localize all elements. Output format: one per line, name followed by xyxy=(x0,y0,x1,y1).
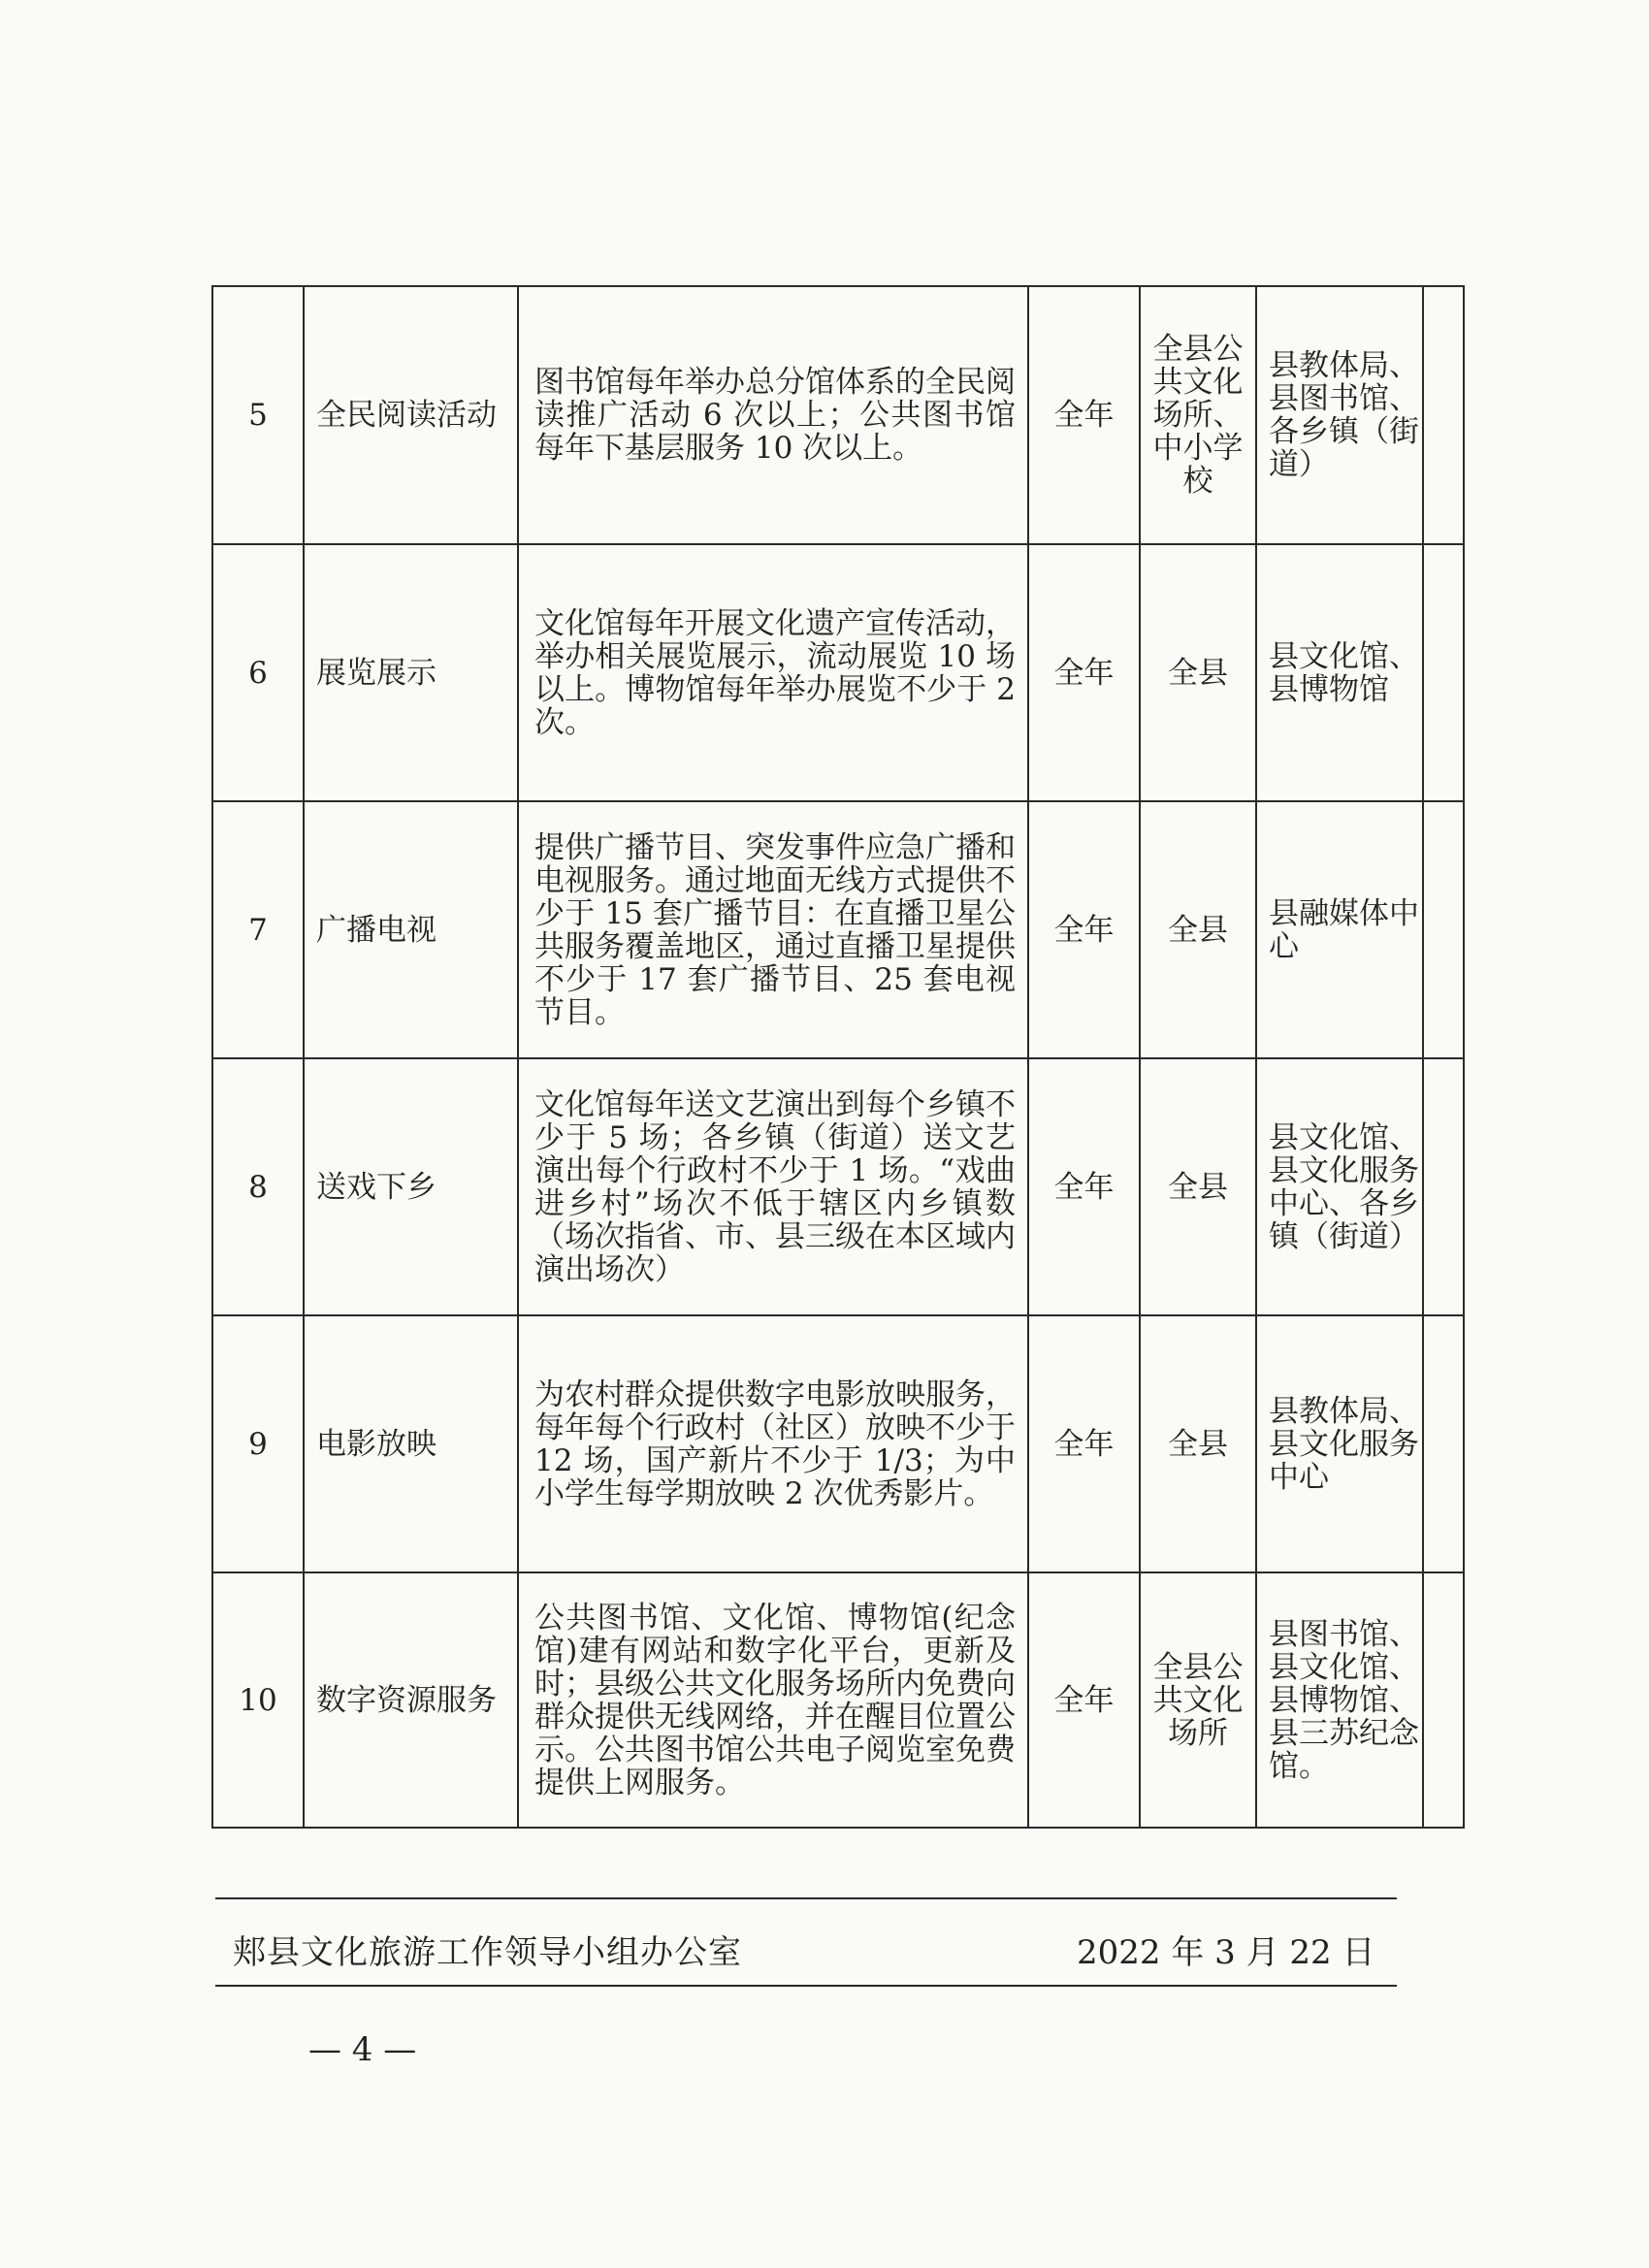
row-number: 7 xyxy=(212,801,304,1058)
row-standard: 文化馆每年开展文化遗产宣传活动，举办相关展览展示，流动展览 10 场以上。博物馆每年举办展览不少于 2 次。 xyxy=(518,544,1028,801)
row-time: 全年 xyxy=(1028,286,1140,544)
row-unit: 县图书馆、县文化馆、县博物馆、县三苏纪念馆。 xyxy=(1256,1572,1423,1828)
row-number: 9 xyxy=(212,1315,304,1572)
table-row xyxy=(212,1315,1464,1572)
row-item: 广播电视 xyxy=(304,801,518,1058)
table-row xyxy=(212,801,1464,1058)
row-note xyxy=(1423,801,1464,1058)
table-row xyxy=(212,286,1464,544)
row-unit: 县融媒体中心 xyxy=(1256,801,1423,1058)
row-place: 全县公共文化场所、中小学校 xyxy=(1140,286,1256,544)
table-row xyxy=(212,544,1464,801)
row-place: 全县 xyxy=(1140,1315,1256,1572)
row-item: 电影放映 xyxy=(304,1315,518,1572)
row-note xyxy=(1423,544,1464,801)
row-time: 全年 xyxy=(1028,1315,1140,1572)
footer-top-rule xyxy=(215,1897,1397,1899)
service-table xyxy=(211,285,1465,1829)
row-number: 10 xyxy=(212,1572,304,1828)
row-time: 全年 xyxy=(1028,1058,1140,1315)
footer-bottom-rule xyxy=(215,1985,1397,1987)
row-standard: 为农村群众提供数字电影放映服务，每年每个行政村（社区）放映不少于 12 场，国产新片不少于 1/3；为中小学生每学期放映 2 次优秀影片。 xyxy=(518,1315,1028,1572)
row-standard: 提供广播节目、突发事件应急广播和电视服务。通过地面无线方式提供不少于 15 套广播节目：在直播卫星公共服务覆盖地区，通过直播卫星提供不少于 17 套广播节目、25 套电视节目。 xyxy=(518,801,1028,1058)
row-note xyxy=(1423,1572,1464,1828)
row-note xyxy=(1423,1315,1464,1572)
table-row xyxy=(212,1058,1464,1315)
row-number: 5 xyxy=(212,286,304,544)
row-item: 送戏下乡 xyxy=(304,1058,518,1315)
row-unit: 县文化馆、县博物馆 xyxy=(1256,544,1423,801)
row-time: 全年 xyxy=(1028,544,1140,801)
row-time: 全年 xyxy=(1028,1572,1140,1828)
row-place: 全县 xyxy=(1140,1058,1256,1315)
row-note xyxy=(1423,1058,1464,1315)
issuing-office: 郏县文化旅游工作领导小组办公室 xyxy=(233,1933,742,1972)
page-number: — 4 — xyxy=(308,2030,417,2069)
row-place: 全县公共文化场所 xyxy=(1140,1572,1256,1828)
row-unit: 县文化馆、县文化服务中心、各乡镇（街道） xyxy=(1256,1058,1423,1315)
row-item: 全民阅读活动 xyxy=(304,286,518,544)
row-standard: 文化馆每年送文艺演出到每个乡镇不少于 5 场；各乡镇（街道）送文艺演出每个行政村不少于 1 场。“戏曲进乡村”场次不低于辖区内乡镇数（场次指省、市、县三级在本区域内演出场次） xyxy=(518,1058,1028,1315)
row-standard: 公共图书馆、文化馆、博物馆(纪念馆)建有网站和数字化平台，更新及时；县级公共文化服务场所内免费向群众提供无线网络，并在醒目位置公示。公共图书馆公共电子阅览室免费提供上网服务。 xyxy=(518,1572,1028,1828)
row-note xyxy=(1423,286,1464,544)
row-item: 展览展示 xyxy=(304,544,518,801)
issue-date: 2022 年 3 月 22 日 xyxy=(1077,1933,1375,1972)
row-number: 6 xyxy=(212,544,304,801)
row-unit: 县教体局、县文化服务中心 xyxy=(1256,1315,1423,1572)
row-place: 全县 xyxy=(1140,801,1256,1058)
row-standard: 图书馆每年举办总分馆体系的全民阅读推广活动 6 次以上；公共图书馆每年下基层服务 10 次以上。 xyxy=(518,286,1028,544)
row-item: 数字资源服务 xyxy=(304,1572,518,1828)
row-place: 全县 xyxy=(1140,544,1256,801)
row-number: 8 xyxy=(212,1058,304,1315)
table-row xyxy=(212,1572,1464,1828)
row-unit: 县教体局、县图书馆、各乡镇（街道） xyxy=(1256,286,1423,544)
row-time: 全年 xyxy=(1028,801,1140,1058)
